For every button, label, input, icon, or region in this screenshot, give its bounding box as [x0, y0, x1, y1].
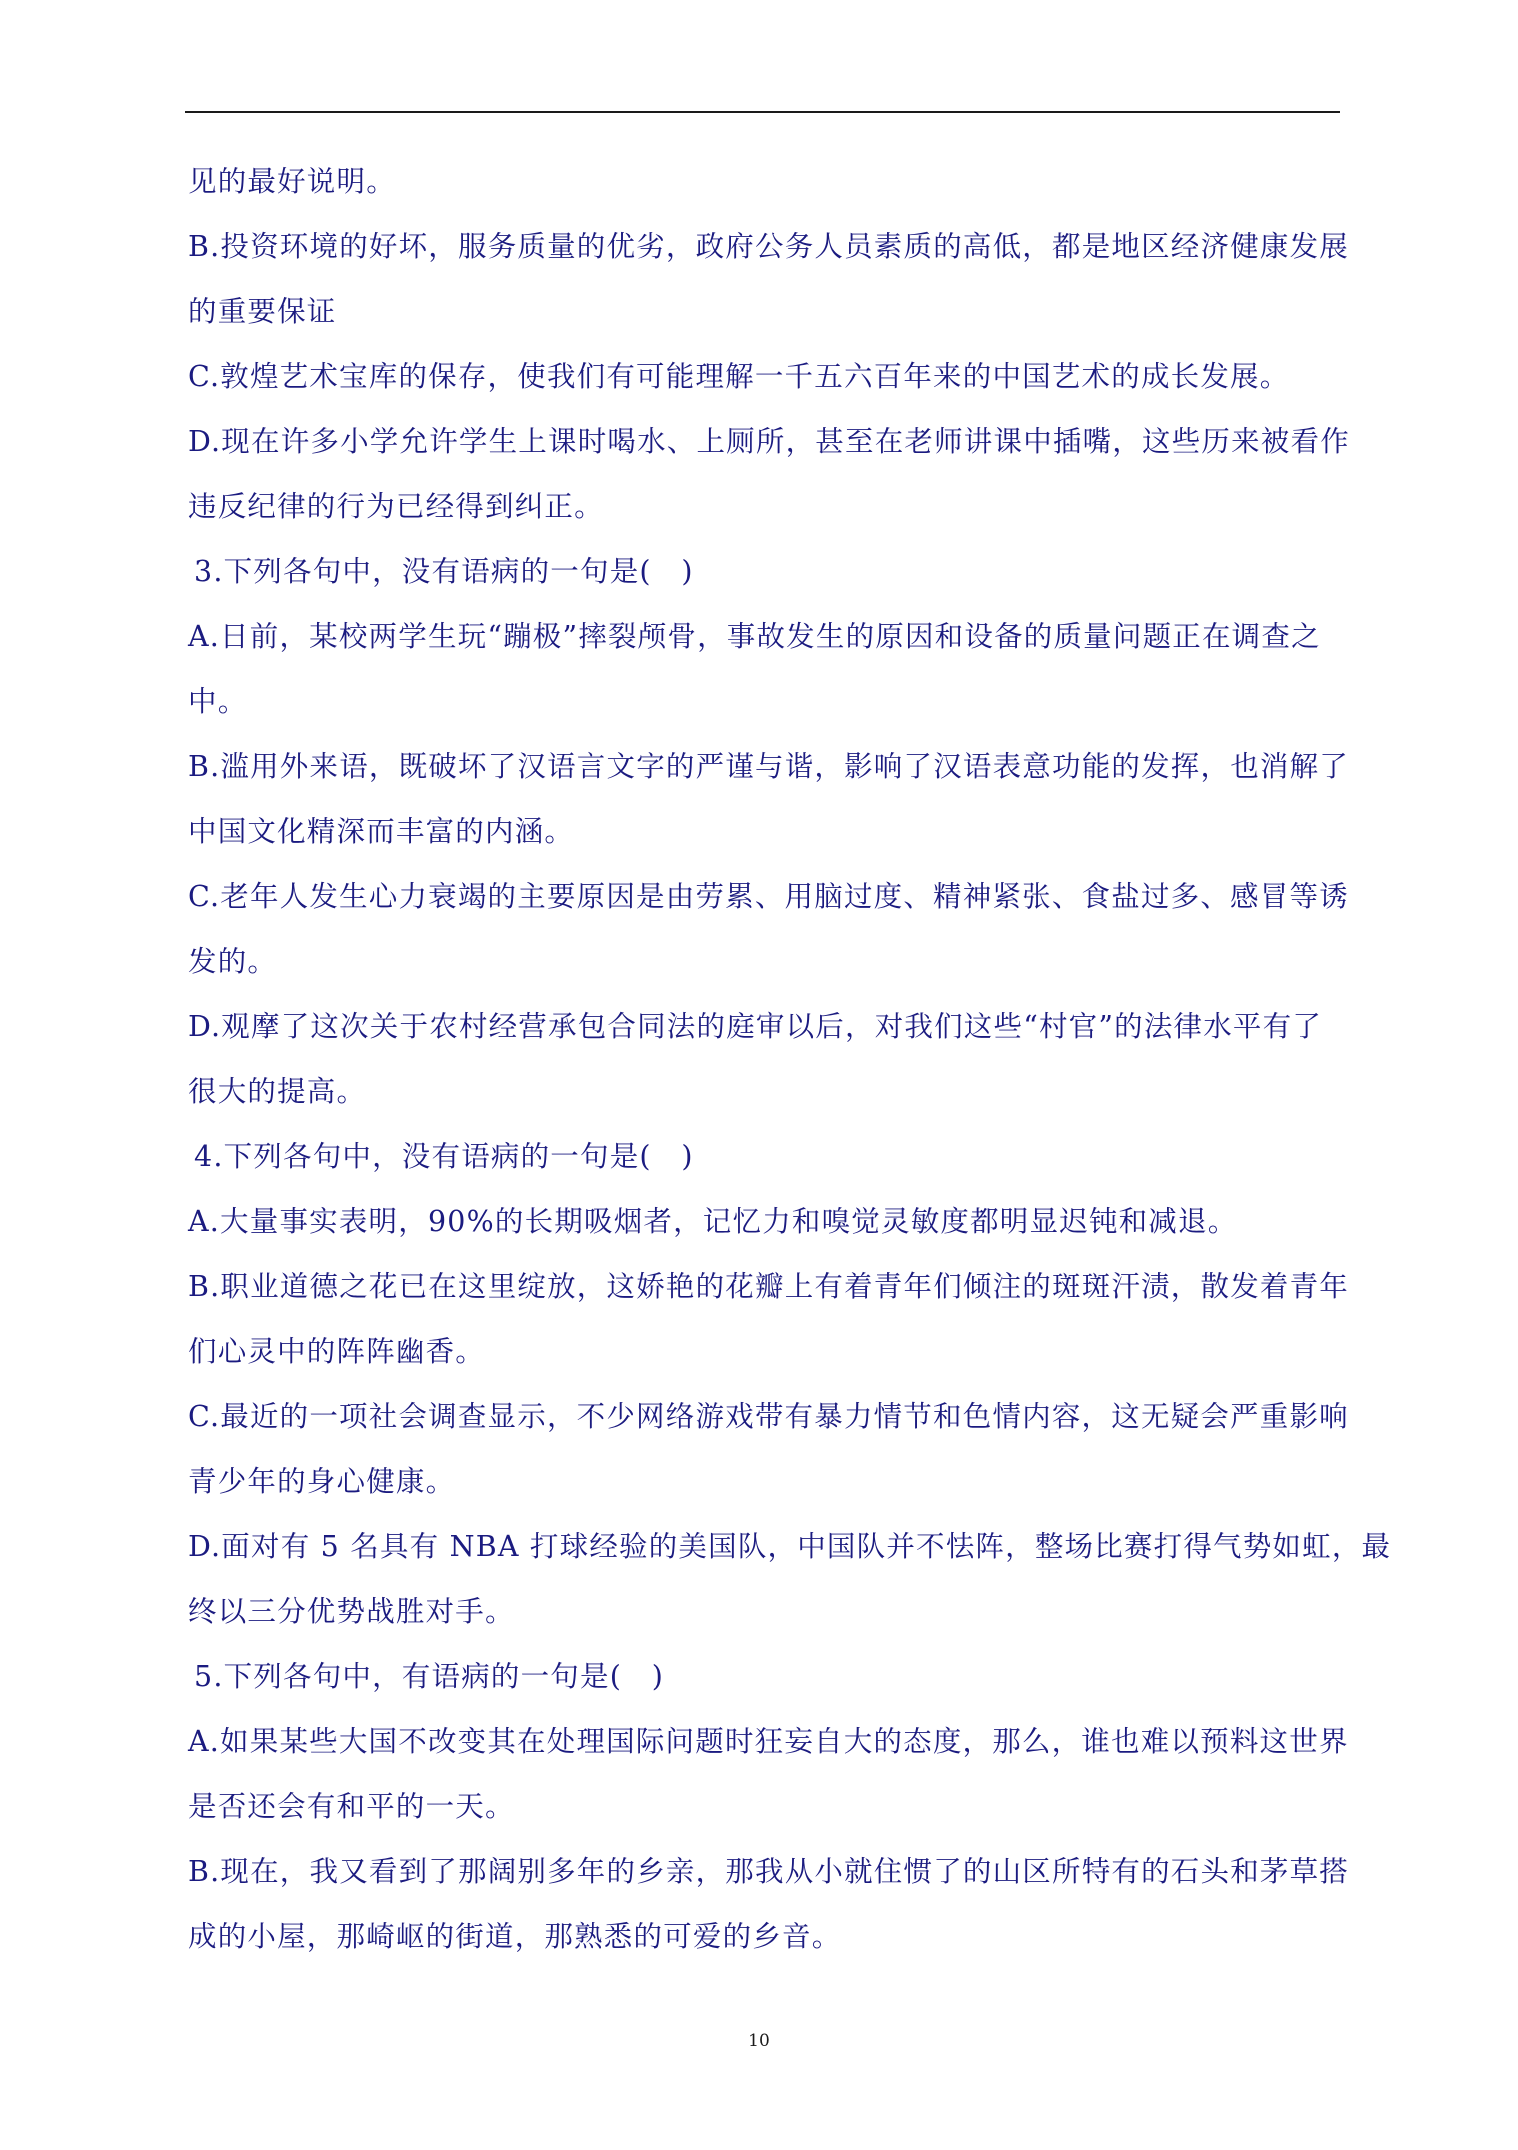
question-heading: 5.下列各句中，有语病的一句是( ) [194, 1660, 665, 1693]
page-number: 10 [748, 2031, 770, 2051]
text-line: 违反纪律的行为已经得到纠正。 [188, 490, 604, 523]
text-line: 成的小屋，那崎岖的街道，那熟悉的可爱的乡音。 [188, 1920, 842, 1953]
option-line: A.如果某些大国不改变其在处理国际问题时狂妄自大的态度，那么，谁也难以预料这世界 [188, 1725, 1349, 1758]
page-body [188, 154, 1392, 1974]
option-line: C.老年人发生心力衰竭的主要原因是由劳累、用脑过度、精神紧张、食盐过多、感冒等诱 [188, 880, 1349, 913]
text-line: 终以三分优势战胜对手。 [188, 1595, 515, 1628]
option-line: A.大量事实表明，90%的长期吸烟者，记忆力和嗅觉灵敏度都明显迟钝和减退。 [188, 1205, 1238, 1238]
option-line: D.现在许多小学允许学生上课时喝水、上厕所，甚至在老师讲课中插嘴，这些历来被看作 [188, 425, 1350, 458]
question-heading: 3.下列各句中，没有语病的一句是( ) [194, 555, 694, 588]
text-line: 很大的提高。 [188, 1075, 367, 1108]
question-heading: 4.下列各句中，没有语病的一句是( ) [194, 1140, 694, 1173]
text-line: 见的最好说明。 [188, 165, 396, 198]
option-line: B.现在，我又看到了那阔别多年的乡亲，那我从小就住惯了的山区所特有的石头和茅草搭 [188, 1855, 1350, 1888]
option-line: D.面对有 5 名具有 NBA 打球经验的美国队，中国队并不怯阵，整场比赛打得气势如虹，最 [188, 1530, 1392, 1563]
text-line: 青少年的身心健康。 [188, 1465, 456, 1498]
option-line: B.滥用外来语，既破坏了汉语言文字的严谨与谐，影响了汉语表意功能的发挥，也消解了 [188, 750, 1350, 783]
option-line: A.日前，某校两学生玩“蹦极”摔裂颅骨，事故发生的原因和设备的质量问题正在调查之 [188, 620, 1321, 653]
option-line: B.职业道德之花已在这里绽放，这娇艳的花瓣上有着青年们倾注的斑斑汗渍，散发着青年 [188, 1270, 1350, 1303]
text-line: 发的。 [188, 945, 278, 978]
text-line: 中。 [188, 685, 248, 718]
header-rule [185, 111, 1340, 113]
text-line: 们心灵中的阵阵幽香。 [188, 1335, 486, 1368]
text-line: 是否还会有和平的一天。 [188, 1790, 515, 1823]
option-line: C.敦煌艺术宝库的保存，使我们有可能理解一千五六百年来的中国艺术的成长发展。 [188, 360, 1290, 393]
option-line: C.最近的一项社会调查显示，不少网络游戏带有暴力情节和色情内容，这无疑会严重影响 [188, 1400, 1349, 1433]
option-line: D.观摩了这次关于农村经营承包合同法的庭审以后，对我们这些“村官”的法律水平有了 [188, 1010, 1323, 1043]
text-line: 的重要保证 [188, 295, 337, 328]
text-line: 中国文化精深而丰富的内涵。 [188, 815, 575, 848]
option-line: B.投资环境的好坏，服务质量的优劣，政府公务人员素质的高低，都是地区经济健康发展 [188, 230, 1350, 263]
